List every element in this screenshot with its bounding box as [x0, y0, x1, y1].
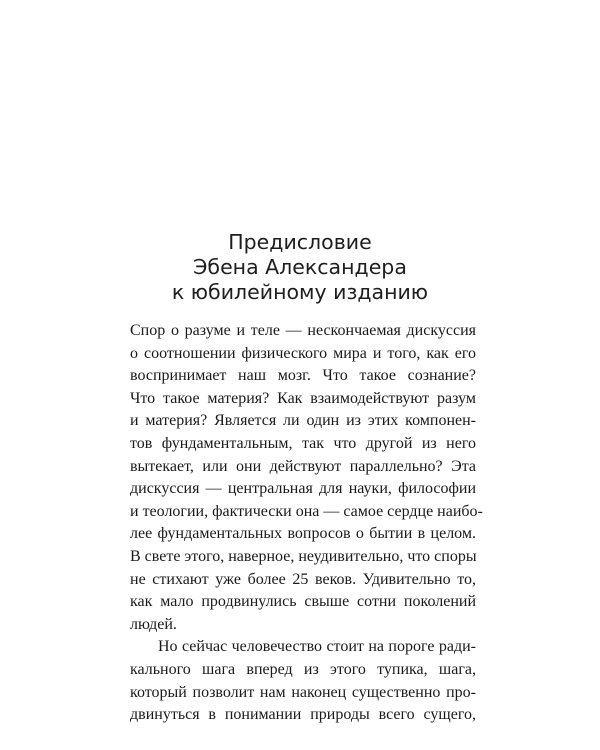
paragraph-1: [130, 320, 483, 636]
text-line: и теологии, фактически она — самое сердце наибо-: [130, 502, 483, 520]
text-line: Спор о разуме и теле — нескончаемая дискуссия: [130, 322, 476, 339]
body-text: [130, 320, 483, 727]
text-line: вытекает, или они действуют параллельно? Эта: [130, 457, 476, 475]
text-line: Но сейчас человечество стоит на пороге ради-: [158, 638, 476, 656]
paragraph-2: [130, 636, 476, 726]
text-line: который позволит нам наконец существенно про-: [130, 683, 476, 701]
text-line: двинуться в понимании природы всего сущего,: [130, 706, 476, 724]
text-line: не стихают уже более 25 веков. Удивительно то,: [130, 570, 476, 588]
text-line: В свете этого, наверное, неудивительно, что споры: [130, 547, 477, 565]
chapter-heading: [0, 230, 600, 305]
heading-line-2: Эбена Александера: [193, 255, 407, 279]
text-line: дискуссия — центральная для науки, философии: [130, 480, 476, 498]
text-line: Что такое материя? Как взаимодействуют разум: [130, 389, 476, 407]
text-line: людей.: [130, 615, 177, 633]
text-line: как мало продвинулись свыше сотни поколений: [130, 593, 476, 611]
text-line: воспринимает наш мозг. Что такое сознание?: [130, 367, 476, 385]
text-line: и материя? Является ли один из этих компонен-: [130, 412, 476, 430]
text-line: кального шага вперед из этого тупика, шага,: [130, 660, 476, 678]
text-line: тов фундаментальным, так что другой из него: [130, 434, 476, 452]
heading-line-3: к юбилейному изданию: [171, 280, 429, 304]
text-line: лее фундаментальных вопросов о бытии в целом.: [130, 525, 476, 543]
heading-line-1: Предисловие: [228, 230, 372, 254]
text-line: о соотношении физического мира и того, как его: [130, 344, 476, 362]
